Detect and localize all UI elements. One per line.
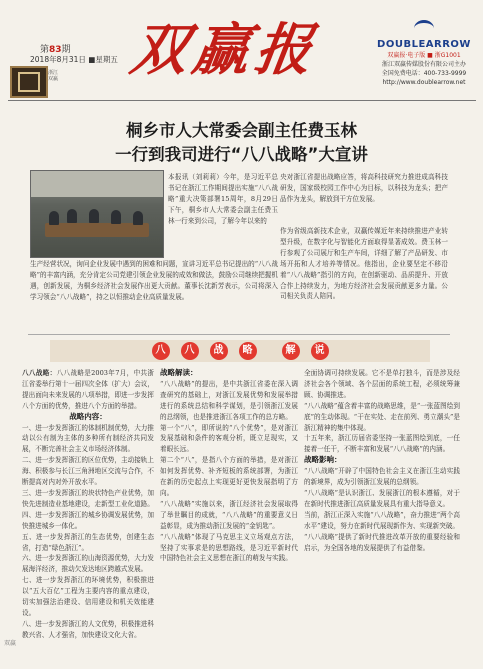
impact-heading: 战略影响： — [304, 455, 342, 465]
strategy-item: 二、进一步发挥浙江的区位优势，主动接轨上海、积极参与长江三角洲地区交流与合作，不断提高对内对外开放水平。 — [22, 456, 154, 487]
masthead — [8, 6, 476, 98]
impact-paragraph: “八八战略”提供了新时代推进改革开放的重要经验和启示，为全国各地的发展提供了有益借鉴。 — [304, 532, 460, 552]
impact-paragraph: 当前，浙江正深入实施“八八战略”，奋力推进“两个高水平”建设，努力在新时代展现新作为、实现新突破。 — [304, 510, 460, 530]
publisher-info — [372, 20, 476, 87]
seal-side-text: 浙江双赢 — [48, 70, 59, 82]
interpretation-paragraph: 第一个“八”，即所说的“八个优势”，是对浙江发展基础和条件的客观分析，既立足现实，又着眼长远。 — [160, 423, 298, 454]
impact-paragraph: “八八战略”开辟了中国特色社会主义在浙江生动实践的新境界，成为引领浙江发展的总纲领。 — [304, 467, 460, 487]
publisher-lines — [372, 51, 476, 87]
publisher-line: 双赢报·电子版 ■ 浙G1001 — [387, 52, 461, 59]
issue-prefix: 第 — [40, 45, 50, 55]
interpretation-heading: 战略解读： — [160, 368, 198, 377]
lower-column-3 — [304, 368, 460, 553]
issue-suffix: 期 — [61, 45, 71, 55]
publisher-line: 浙江双赢传媒股份有限公司主办 — [381, 61, 466, 68]
strategy-item: 八、进一步发挥浙江的人文优势，积极推进科教兴省、人才强省，加快建设文化大省。 — [22, 619, 154, 639]
publisher-brand: DOUBLEARROW — [377, 39, 471, 50]
article-text-col2-top: 央对浙江省提出战略应答，将高科技研究力推进成高科技研发，国家级校园工作中心为目标，以科技为龙头；把产品作为龙头，解放到干方位发展。 — [280, 173, 448, 203]
arrow-logo-icon — [414, 20, 434, 37]
banner-char: 说 — [311, 342, 329, 360]
column3-paragraph: “八八战略”蕴含着丰富的战略思维，是“一张蓝图绘到底”的生动体现。“干在实处、走在前列、勇立潮头”是浙江精神的集中体现。 — [304, 401, 460, 432]
masthead-divider — [8, 100, 476, 101]
strategy-intro — [22, 368, 154, 412]
seal-logo-icon — [10, 66, 48, 98]
strategy-item: 一、进一步发挥浙江的体制机制优势，大力推动以公有制为主体的多种所有制经济共同发展，不断完善社会主义市场经济体制。 — [22, 423, 154, 454]
lower-column-2 — [160, 368, 298, 564]
article-text-col2-bottom: 作为省级高新技术企业，双赢传媒近年来持续推进产业转型升级，在数字化与智能化方面取得显著成效。费玉林一行参观了公司展厅和生产车间，详细了解了产品研发、市场开拓和人才培养等情况。他指出，企业要坚定不移沿着“八八战略”指引的方向，在创新驱动、品质提升、开放合作上持续发力，为地方经济社会发展贡献更多力量。公司相关负责人陪同。 — [280, 227, 448, 301]
strategy-item: 七、进一步发挥浙江的环境优势，积极推进以“五大百亿”工程为主要内容的重点建设，切实加强法治建设、信用建设和机关效能建设。 — [22, 576, 154, 617]
banner-char: 略 — [239, 342, 257, 360]
margin-note: 双赢 — [4, 640, 17, 647]
impact-paragraph: “八八战略”是认识浙江、发展浙江的根本遵循，对于在新时代推进浙江高质量发展具有重大指导意义。 — [304, 488, 460, 508]
publish-date: 2018年8月31日 ■星期五 — [30, 55, 118, 64]
headline-line-2: 一行到我司进行“八八战略”大宣讲 — [115, 145, 368, 164]
interpretation-paragraph: “八八战略”实施以来，浙江经济社会发展取得了举世瞩目的成就，“八八战略”的重要意义日益彰显，成为推动浙江发展的“金钥匙”。 — [160, 499, 298, 530]
section-divider — [28, 334, 450, 335]
interpretation-paragraph: 第二个“八”，是指八个方面的举措，是对浙江如何发挥优势、补齐短板的系统部署，为浙江在新的历史起点上实现更好更快发展指明了方向。 — [160, 456, 298, 497]
photo-person — [89, 209, 99, 223]
lower-column-1 — [22, 368, 154, 641]
photo-person — [133, 211, 143, 225]
photo-person — [67, 209, 77, 223]
publisher-line: http://www.doublearrow.net — [382, 79, 466, 86]
meeting-photo — [30, 170, 164, 258]
interpretation-paragraph: “八八战略”体现了马克思主义立场观点方法，坚持了实事求是的思想路线，是习近平新时代中国特色社会主义思想在浙江的萌发与实践。 — [160, 532, 298, 563]
section-banner — [50, 340, 430, 362]
strategy-item: 三、进一步发挥浙江的块状特色产业优势，加快先进制造业基地建设，走新型工业化道路。 — [22, 488, 154, 508]
strategy-item: 六、进一步发挥浙江的山海资源优势，大力发展海洋经济，推动欠发达地区跨越式发展。 — [22, 554, 154, 574]
publisher-line: 全国免费电话：400-733-9999 — [381, 70, 467, 77]
article-text-right-of-photo: 本报讯（刘莉莉）今年，是习近平总书记在浙江工作期间提出实施“八八战略”重大决策部署15周年，8月29日下午，桐乡市人大常委会副主任费玉林一行来到公司，了解今年以来的 — [168, 173, 278, 225]
strategy-intro-text: 八八战略是2003年7月，中共浙江省委举行第十一届四次全体（扩大）会议，提出面向未来发展的八项举措，即进一步发挥八个方面的优势，推进八个方面的举措。 — [22, 369, 154, 410]
column3-paragraph: 十五年来，浙江历届省委坚持一张蓝图绘到底，一任接着一任干，不断丰富和发展“八八战略”的内涵。 — [304, 434, 460, 454]
issue-number-value: 83 — [49, 45, 62, 55]
strategy-heading: 八八战略： — [22, 369, 57, 377]
article-text-bottom-left: 生产经营状况，询问企业发展中遇到的困难和问题，宣讲习近平总书记提出的“八八战略”的丰富内涵，充分肯定公司党建引领企业发展的成效和做法，鼓励公司继续把握机遇，创新发展，为桐乡经济社会发展作出更大贡献。董事长沈新芳表示，公司将深入学习领会“八八战略”，持之以恒推动企业高质量发展。 — [30, 260, 278, 301]
strategy-item: 五、进一步发挥浙江的生态优势，创建生态省，打造“绿色浙江”。 — [22, 532, 154, 552]
banner-char: 八 — [152, 342, 170, 360]
photo-person — [49, 211, 59, 225]
column3-paragraph: 全面协调可持续发展。它不是单打独斗，而是涉及经济社会各个领域、各个层面的系统工程，必须统筹兼顾、协调推进。 — [304, 369, 460, 399]
photo-table — [45, 223, 149, 237]
banner-char: 战 — [210, 342, 228, 360]
headline-line-1: 桐乡市人大常委会副主任费玉林 — [126, 121, 357, 140]
brand-title: 双赢报 — [126, 17, 323, 83]
strategy-item: 四、进一步发挥浙江的城乡协调发展优势，加快推进城乡一体化。 — [22, 510, 154, 530]
photo-person — [111, 210, 121, 224]
photo-wall — [31, 171, 163, 197]
strategy-content-heading: 战略内容： — [69, 411, 107, 421]
banner-char: 八 — [181, 342, 199, 360]
interpretation-paragraph: “八八战略”的提出，是中共浙江省委在深入调查研究的基础上，对浙江发展优势和发展举措进行的系统总结和科学谋划，是引领浙江发展的总纲领，也是推进浙江各项工作的总方略。 — [160, 379, 298, 421]
banner-char: 解 — [282, 342, 300, 360]
